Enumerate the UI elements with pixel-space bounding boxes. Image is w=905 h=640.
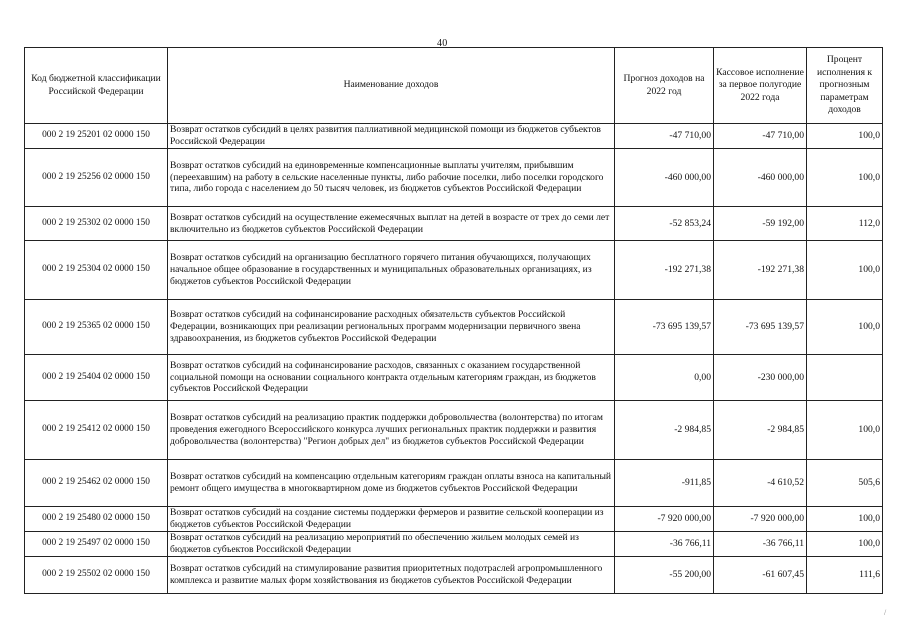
row-cash: -460 000,00 [714,149,807,207]
row-forecast: -7 920 000,00 [615,507,714,532]
row-code: 000 2 19 25462 02 0000 150 [25,460,168,507]
row-forecast: -47 710,00 [615,124,714,149]
row-percent: 100,0 [807,149,883,207]
row-forecast: -460 000,00 [615,149,714,207]
row-code: 000 2 19 25201 02 0000 150 [25,124,168,149]
header-code: Код бюджетной классификации Российской Федерации [25,48,168,124]
row-code: 000 2 19 25502 02 0000 150 [25,557,168,594]
table-row [25,300,883,355]
row-forecast: -2 984,85 [615,401,714,460]
row-cash: -36 766,11 [714,532,807,557]
row-name: Возврат остатков субсидий на софинансирование расходных обязательств субъектов Российской Федерации, возникающих при реализации региональных программ модернизации первичного звена здравоохранения, из бюджетов субъектов Российской Федерации [168,300,615,355]
row-cash: -230 000,00 [714,355,807,401]
row-name: Возврат остатков субсидий на стимулирование развития приоритетных подотраслей агропромышленного комплекса и развитие малых форм хозяйствования из бюджетов субъектов Российской Федерации [168,557,615,594]
row-percent: 100,0 [807,507,883,532]
header-forecast: Прогноз доходов на 2022 год [615,48,714,124]
header-name: Наименование доходов [168,48,615,124]
row-code: 000 2 19 25365 02 0000 150 [25,300,168,355]
row-percent: 111,6 [807,557,883,594]
row-cash: -4 610,52 [714,460,807,507]
row-forecast: -73 695 139,57 [615,300,714,355]
row-cash: -47 710,00 [714,124,807,149]
row-percent: 100,0 [807,124,883,149]
margin-mark: / [884,608,887,617]
row-name: Возврат остатков субсидий на осуществление ежемесячных выплат на детей в возрасте от трех до семи лет включительно из бюджетов субъектов Российской Федерации [168,207,615,241]
row-percent: 100,0 [807,532,883,557]
table-row [25,401,883,460]
table-row [25,532,883,557]
table-row [25,557,883,594]
header-cash: Кассовое исполнение за первое полугодие 2022 года [714,48,807,124]
row-percent: 112,0 [807,207,883,241]
table-row [25,207,883,241]
row-name: Возврат остатков субсидий на реализацию мероприятий по обеспечению жильем молодых семей из бюджетов субъектов Российской Федерации [168,532,615,557]
row-percent: 100,0 [807,401,883,460]
budget-revenue-table [24,47,883,594]
row-cash: -61 607,45 [714,557,807,594]
row-cash: -59 192,00 [714,207,807,241]
row-forecast: -52 853,24 [615,207,714,241]
row-percent: 505,6 [807,460,883,507]
header-percent: Процент исполнения к прогнозным параметрам доходов [807,48,883,124]
row-forecast: -911,85 [615,460,714,507]
table-row [25,241,883,300]
row-name: Возврат остатков субсидий на организацию бесплатного горячего питания обучающихся, получающих начальное общее образование в государственных и муниципальных образовательных организациях, из бюджетов субъектов Российской Федерации [168,241,615,300]
row-cash: -7 920 000,00 [714,507,807,532]
row-code: 000 2 19 25302 02 0000 150 [25,207,168,241]
table-row [25,507,883,532]
table-row [25,149,883,207]
row-forecast: -36 766,11 [615,532,714,557]
row-cash: -73 695 139,57 [714,300,807,355]
row-code: 000 2 19 25304 02 0000 150 [25,241,168,300]
row-code: 000 2 19 25256 02 0000 150 [25,149,168,207]
row-percent: 100,0 [807,241,883,300]
table-header-row [25,48,883,124]
row-name: Возврат остатков субсидий на создание системы поддержки фермеров и развитие сельской кооперации из бюджетов субъектов Российской Федерации [168,507,615,532]
row-code: 000 2 19 25404 02 0000 150 [25,355,168,401]
table-row [25,460,883,507]
table-row [25,355,883,401]
row-code: 000 2 19 25480 02 0000 150 [25,507,168,532]
table-row [25,124,883,149]
page-number: 40 [437,38,448,49]
row-name: Возврат остатков субсидий на единовременные компенсационные выплаты учителям, прибывшим (переехавшим) на работу в сельские населенные пункты, либо рабочие поселки, либо поселки городского типа, либо города с населением до 50 тысяч человек, из бюджетов субъектов Российской Федерации [168,149,615,207]
row-name: Возврат остатков субсидий на компенсацию отдельным категориям граждан оплаты взноса на капитальный ремонт общего имущества в многоквартирном доме из бюджетов субъектов Российской Федерации [168,460,615,507]
row-cash: -2 984,85 [714,401,807,460]
row-code: 000 2 19 25412 02 0000 150 [25,401,168,460]
row-forecast: -192 271,38 [615,241,714,300]
row-name: Возврат остатков субсидий в целях развития паллиативной медицинской помощи из бюджетов субъектов Российской Федерации [168,124,615,149]
row-name: Возврат остатков субсидий на реализацию практик поддержки добровольчества (волонтерства) по итогам проведения ежегодного Всероссийского конкурса лучших региональных практик поддержки и развития добровольчества (волонтерства) "Регион добрых дел" из бюджетов субъектов Российской Федерации [168,401,615,460]
row-percent: 100,0 [807,300,883,355]
row-percent [807,355,883,401]
row-cash: -192 271,38 [714,241,807,300]
row-forecast: 0,00 [615,355,714,401]
row-name: Возврат остатков субсидий на софинансирование расходов, связанных с оказанием государственной социальной помощи на основании социального контракта отдельным категориям граждан, из бюджетов субъектов Российской Федерации [168,355,615,401]
row-forecast: -55 200,00 [615,557,714,594]
row-code: 000 2 19 25497 02 0000 150 [25,532,168,557]
